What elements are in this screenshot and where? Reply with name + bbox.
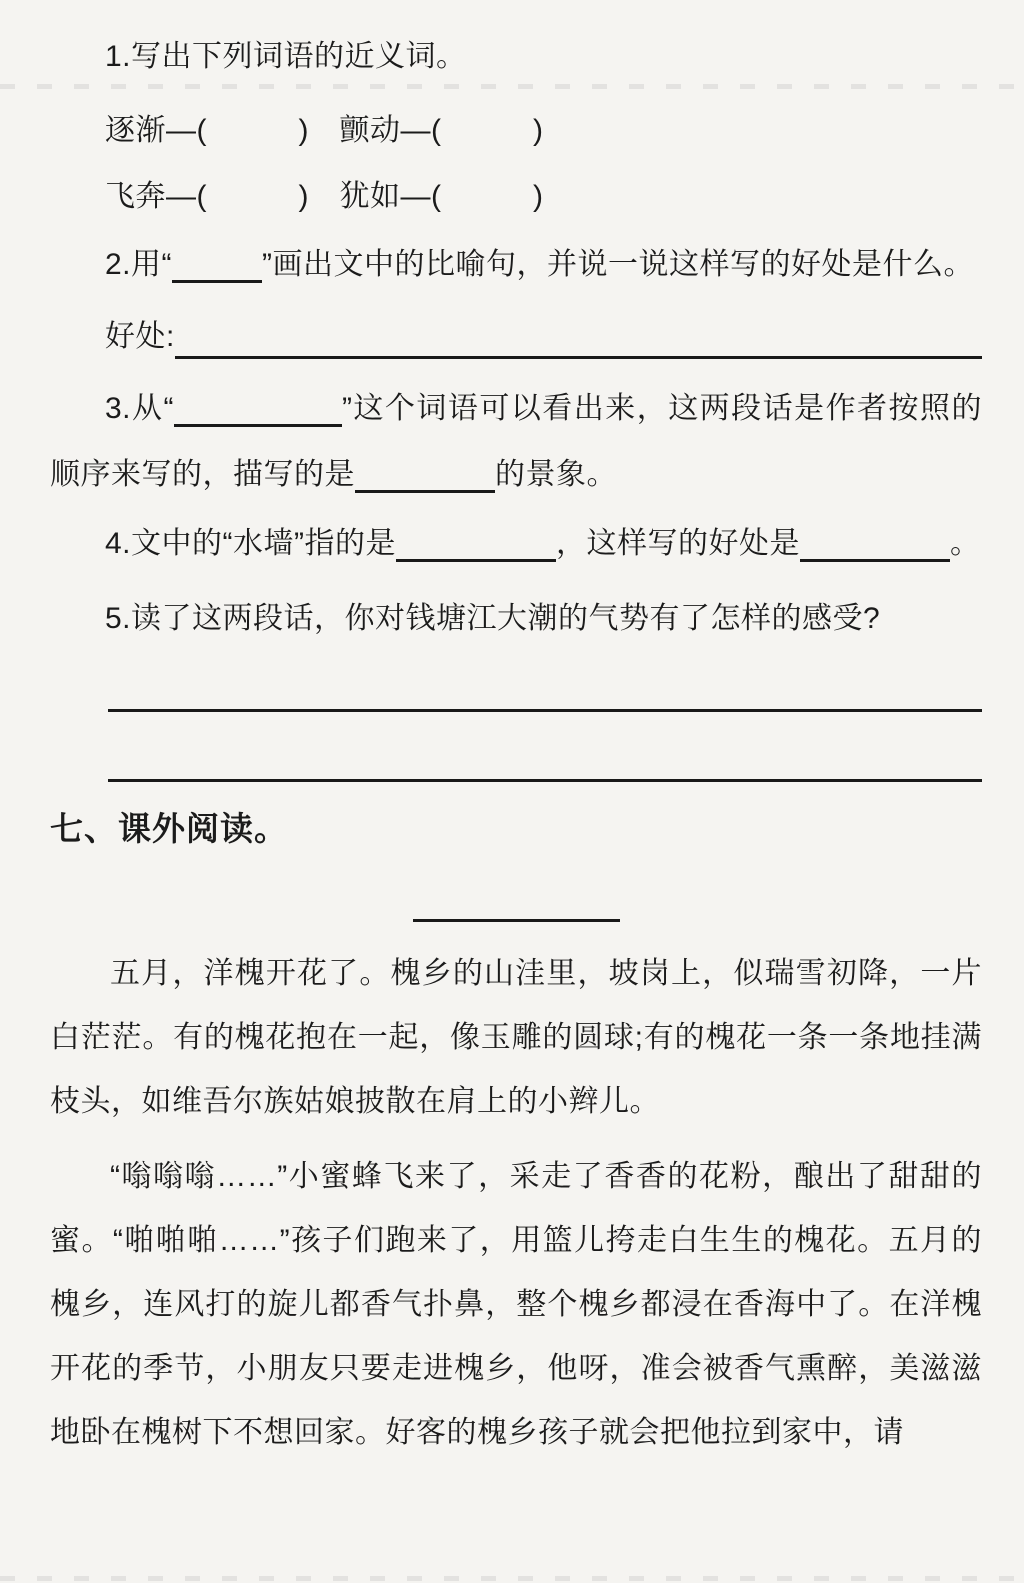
question-2-benefit-line [50,304,982,370]
question-1-synonym-row-2: 飞奔—( ) 犹如—( ) [105,180,544,213]
question-1-synonym-row-1: 逐渐—( ) 颤动—( ) [105,114,544,147]
scan-noise-band [0,1576,1024,1581]
question-3-text-2: ”这个词语可以看出来，这两段话是作者按照的顺序来写的，描写的是 [50,392,982,491]
question-4-text-3: 。 [950,527,981,560]
question-4-prompt [50,511,982,577]
question-2-prompt [50,232,982,298]
answer-blank [174,390,342,427]
answer-blank [355,456,495,493]
answer-line [108,779,982,782]
question-3-prompt [50,376,982,508]
answer-blank [396,525,556,562]
answer-blank [800,525,950,562]
question-3-text-1: 3.从“ [105,392,174,425]
passage-paragraph-1: 五月，洋槐开花了。槐乡的山洼里，坡岗上，似瑞雪初降，一片白茫茫。有的槐花抱在一起，像玉雕的圆球;有的槐花一条一条地挂满枝头，如维吾尔族姑娘披散在肩上的小辫儿。 [50,957,982,1118]
answer-blank [175,356,982,359]
answer-blank [172,246,262,283]
question-5-prompt: 5.读了这两段话，你对钱塘江大潮的气势有了怎样的感受? [105,602,881,635]
question-2-text-before-blank: 2.用“ [105,248,173,281]
question-2-text-after-blank: ”画出文中的比喻句，并说一说这样写的好处是什么。 [262,248,975,281]
benefit-label: 好处: [105,320,175,353]
section-heading: 七、课外阅读。 [50,810,288,847]
passage-title-blank [413,919,620,922]
question-3-text-3: 的景象。 [495,458,617,491]
question-4-text-2: ，这样写的好处是 [556,527,800,560]
answer-line [108,709,982,712]
question-1-prompt: 1.写出下列词语的近义词。 [105,40,467,73]
passage-paragraph-2: “嗡嗡嗡……”小蜜蜂飞来了，采走了香香的花粉，酿出了甜甜的蜜。“啪啪啪……”孩子们跑来了，用篮儿挎走白生生的槐花。五月的槐乡，连风打的旋儿都香气扑鼻，整个槐乡都浸在香海中了。在洋槐开花的季节，小朋友只要走进槐乡，他呀，准会被香气熏醉，美滋滋地卧在槐树下不想回家。好客的槐乡孩子就会把他拉到家中，请 [50,1160,982,1449]
reading-questions-section [50,24,982,782]
question-4-text-1: 4.文中的“水墙”指的是 [105,527,396,560]
